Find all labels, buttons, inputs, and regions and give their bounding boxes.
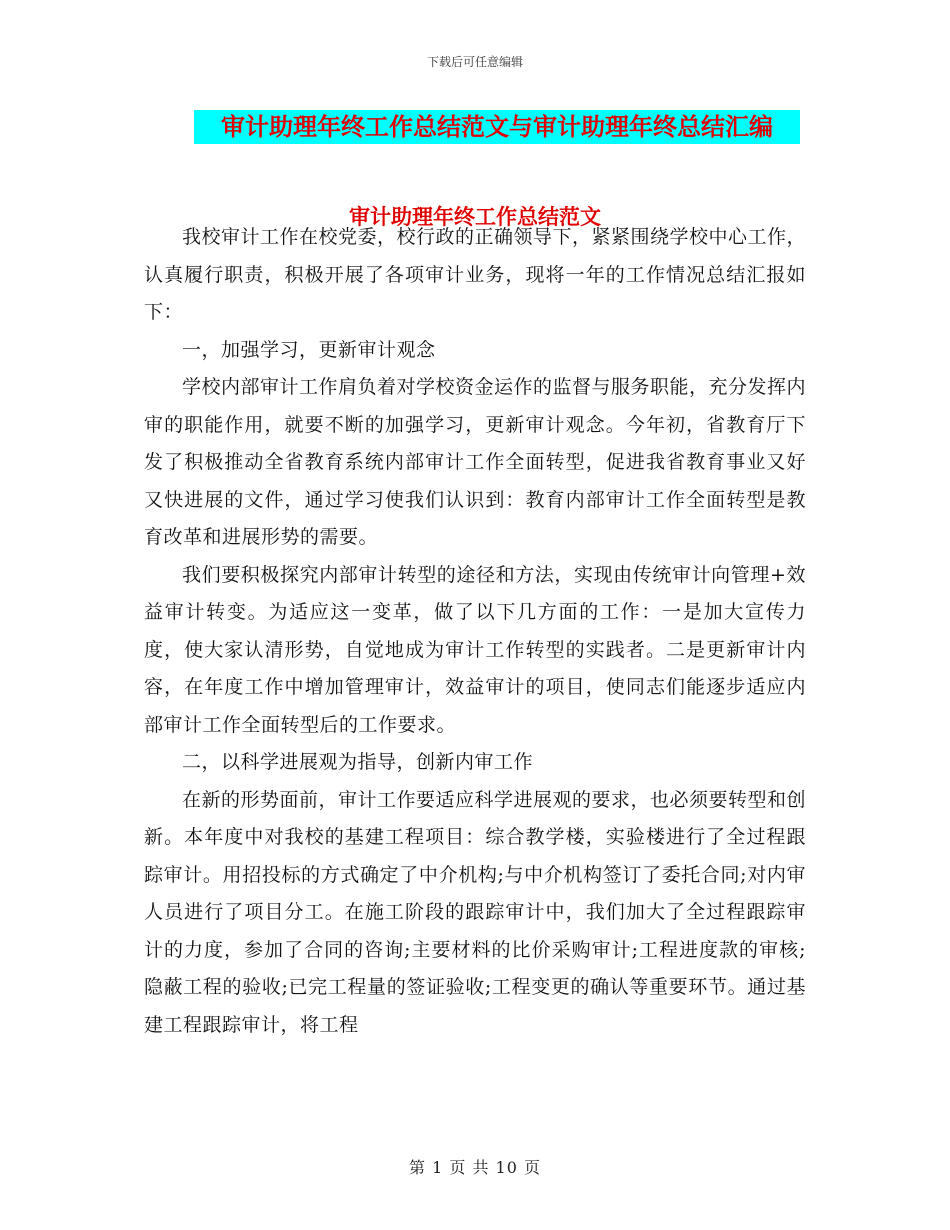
download-note: 下载后可任意编辑	[426, 55, 523, 69]
main-title: 审计助理年终工作总结范文与审计助理年终总结汇编	[194, 110, 800, 144]
paragraph: 在新的形势面前，审计工作要适应科学进展观的要求，也必须要转型和创新。本年度中对我校的基建工程项目：综合教学楼，实验楼进行了全过程跟踪审计。用招投标的方式确定了中介机构;与中介机构签订了委托合同;对内审人员进行了项目分工。在施工阶段的跟踪审计中，我们加大了全过程跟踪审计的力度，参加了合同的咨询;主要材料的比价采购审计;工程进度款的审核;隐蔽工程的验收;已完工程量的签证验收;工程变更的确认等重要环节。通过基建工程跟踪审计，将工程	[144, 788, 807, 1036]
paragraph: 我校审计工作在校党委，校行政的正确领导下，紧紧围绕学校中心工作，认真履行职责，积极开展了各项审计业务，现将一年的工作情况总结汇报如下：	[144, 226, 807, 323]
heading-2: 二，以科学进展观为指导，创新内审工作	[182, 751, 534, 773]
paragraph: 学校内部审计工作肩负着对学校资金运作的监督与服务职能，充分发挥内审的职能作用，就要不断的加强学习，更新审计观念。今年初，省教育厅下发了积极推动全省教育系统内部审计工作全面转型，促进我省教育事业又好又快进展的文件，通过学习使我们认识到：教育内部审计工作全面转型是教育改革和进展形势的需要。	[144, 376, 807, 548]
page-number: 第 1 页 共 10 页	[409, 1158, 541, 1177]
body-text	[144, 219, 806, 1044]
paragraph: 我们要积极探究内部审计转型的途径和方法，实现由传统审计向管理+效益审计转变。为适应这一变革，做了以下几方面的工作：一是加大宣传力度，使大家认清形势，自觉地成为审计工作转型的实践者。二是更新审计内容，在年度工作中增加管理审计，效益审计的项目，使同志们能逐步适应内部审计工作全面转型后的工作要求。	[144, 563, 806, 736]
heading-1: 一，加强学习，更新审计观念	[182, 338, 436, 361]
section-title: 审计助理年终工作总结范文	[349, 205, 601, 229]
